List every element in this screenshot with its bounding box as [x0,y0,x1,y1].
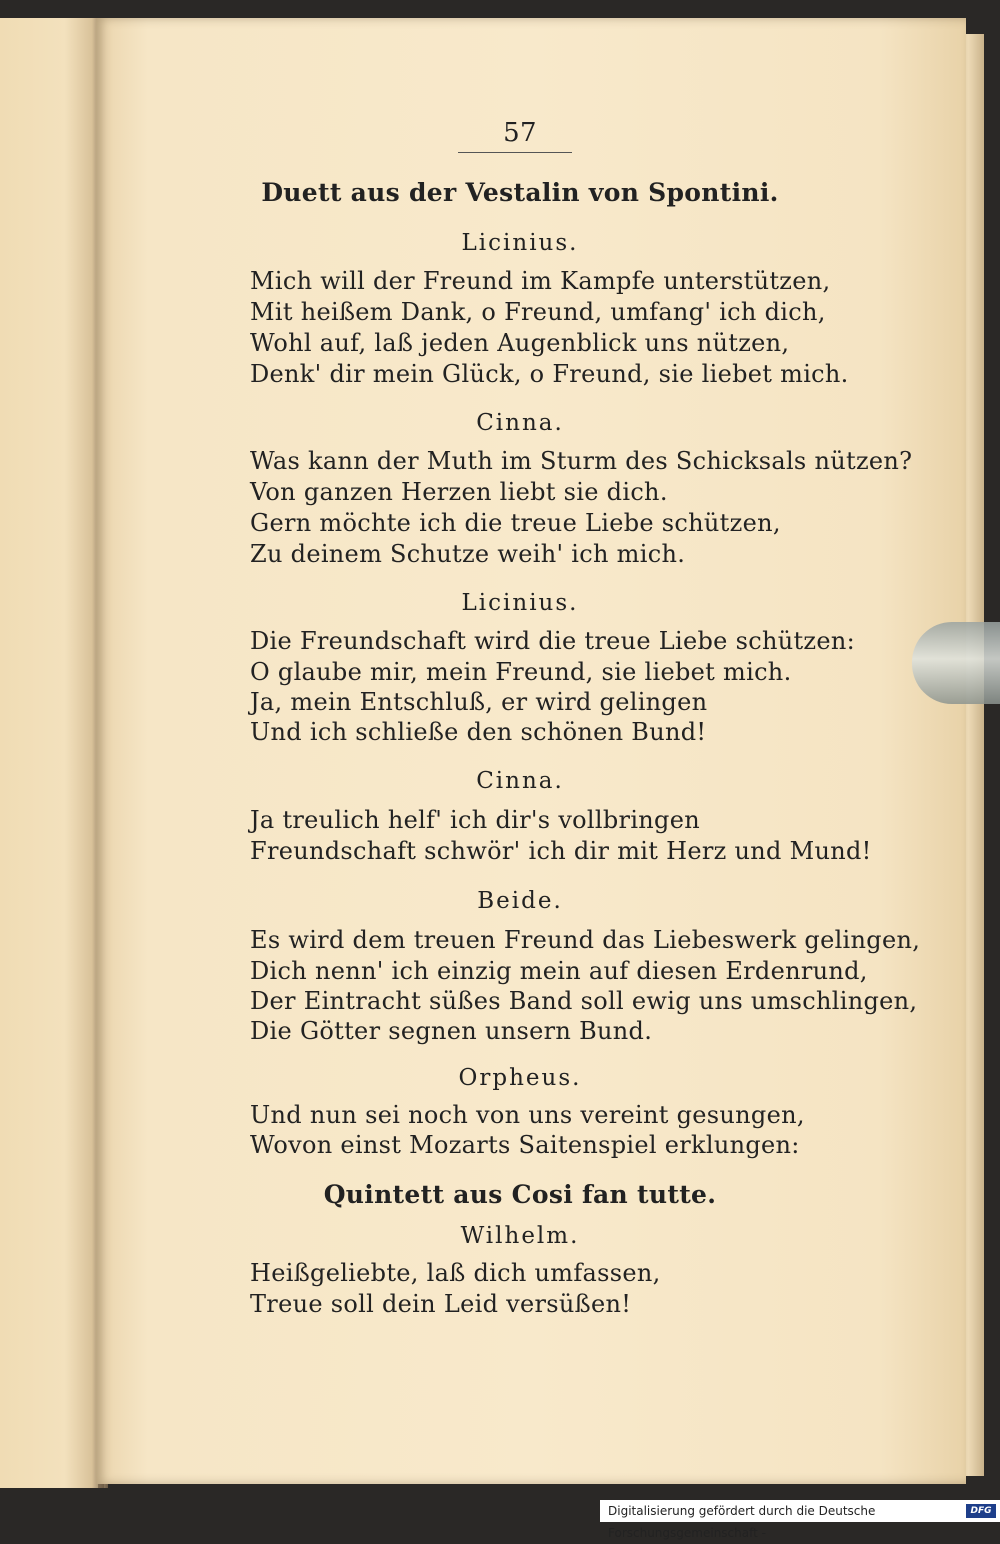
speaker-licinius-1: Licinius. [461,230,579,256]
speaker-beide: Beide. [477,888,563,914]
speaker-licinius-2: Licinius. [461,590,579,616]
speaker-cinna-2: Cinna. [476,768,564,794]
verse-line: Ja, mein Entschluß, er wird gelingen [250,688,708,716]
verse-line: Gern möchte ich die treue Liebe schützen, [250,509,781,537]
digitization-footer [600,1500,1000,1540]
verse-line: Der Eintracht süßes Band soll ewig uns umschlingen, [250,987,918,1015]
verse-line: Zu deinem Schutze weih' ich mich. [250,540,686,568]
verse-line: Ja treulich helf' ich dir's vollbringen [250,806,700,834]
verse-line: Es wird dem treuen Freund das Liebeswerk gelingen, [250,926,921,954]
verse-line: Denk' dir mein Glück, o Freund, sie liebet mich. [250,360,849,388]
section-title-quintett: Quintett aus Cosi fan tutte. [323,1180,717,1209]
page-number: 57 [503,118,537,148]
verse-line: Mich will der Freund im Kampfe unterstützen, [250,267,831,295]
speaker-orpheus: Orpheus. [458,1065,582,1091]
verse-line: Die Freundschaft wird die treue Liebe schützen: [250,627,856,655]
verse-line: Von ganzen Herzen liebt sie dich. [250,478,668,506]
verse-line: Heißgeliebte, laß dich umfassen, [250,1259,661,1287]
verse-line: Dich nenn' ich einzig mein auf diesen Erdenrund, [250,957,868,985]
verse-line: Freundschaft schwör' ich dir mit Herz und Mund! [250,837,872,865]
speaker-cinna-1: Cinna. [476,410,564,436]
speaker-wilhelm: Wilhelm. [460,1223,580,1249]
footer-text: Digitalisierung gefördert durch die Deutsche Forschungsgemeinschaft - [608,1504,876,1540]
verse-line: Treue soll dein Leid versüßen! [250,1290,632,1318]
verse-line: Und ich schließe den schönen Bund! [250,718,707,746]
verse-line: Wohl auf, laß jeden Augenblick uns nützen, [250,329,790,357]
verse-line: O glaube mir, mein Freund, sie liebet mich. [250,658,792,686]
verse-line: Mit heißem Dank, o Freund, umfang' ich dich, [250,298,826,326]
dfg-logo: DFG [966,1504,996,1518]
section-title-duett: Duett aus der Vestalin von Spontini. [261,178,779,207]
verse-line: Was kann der Muth im Sturm des Schicksals nützen? [250,447,913,475]
verse-line: Die Götter segnen unsern Bund. [250,1017,653,1045]
verse-line: Wovon einst Mozarts Saitenspiel erklungen: [250,1131,800,1159]
verse-line: Und nun sei noch von uns vereint gesungen, [250,1101,805,1129]
header-rule [458,152,572,153]
